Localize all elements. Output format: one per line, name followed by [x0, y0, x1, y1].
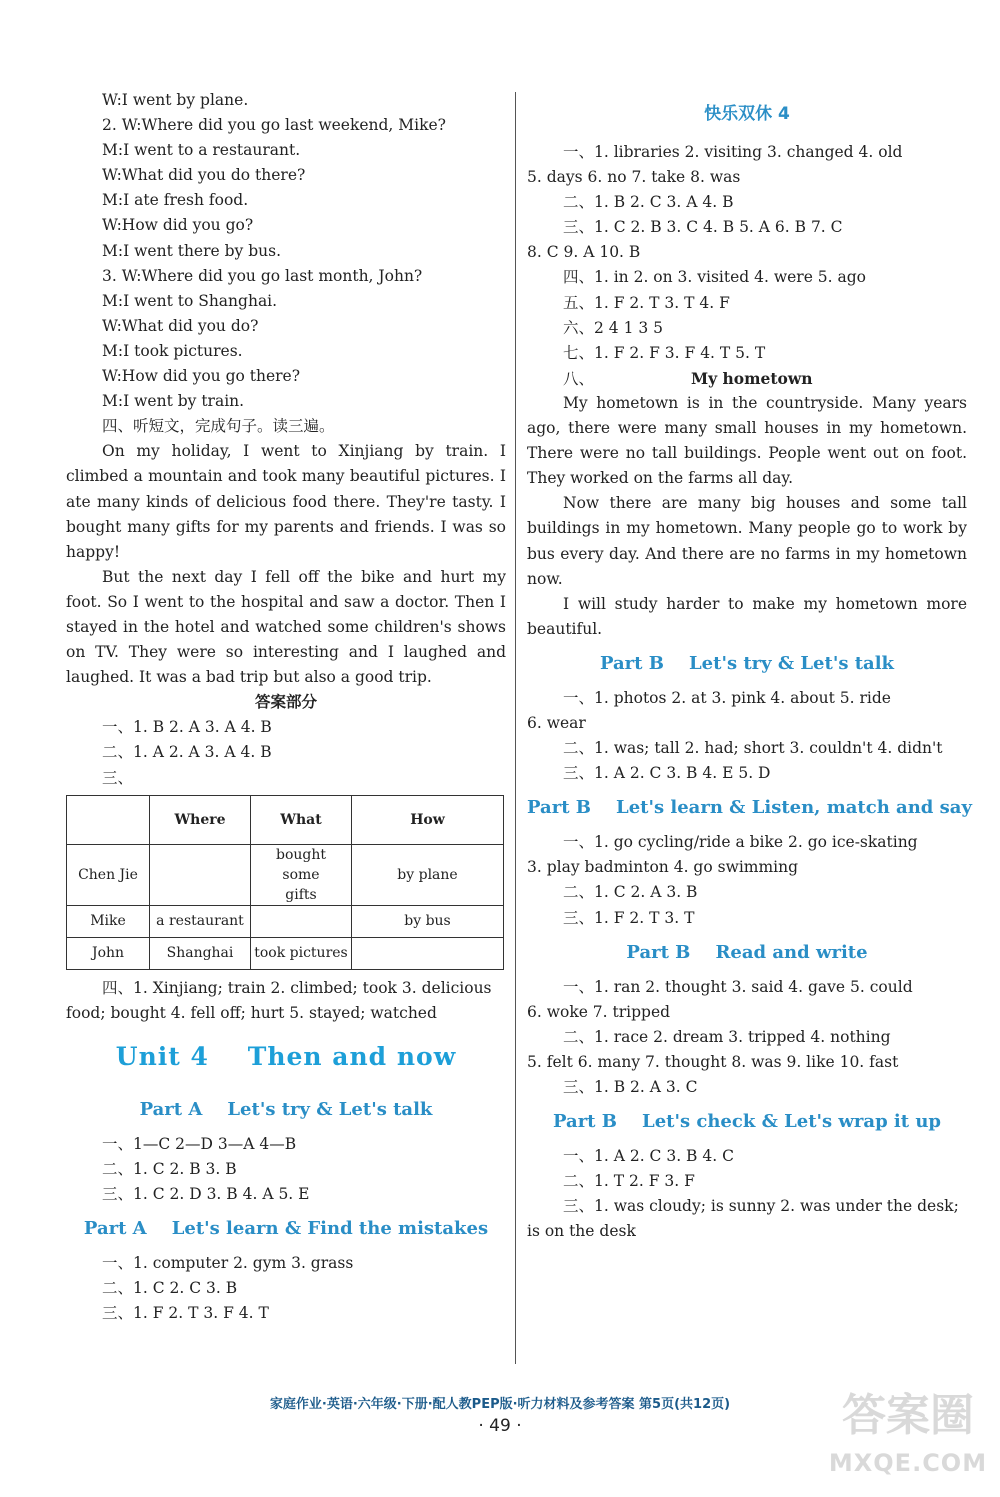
- answer-line: 三、1. C 2. B 3. C 4. B 5. A 6. B 7. C: [563, 218, 843, 237]
- table-header: How: [352, 795, 504, 844]
- script-line: W:How did you go?: [102, 216, 254, 235]
- section-title: Part B Let's check & Let's wrap it up: [552, 1111, 942, 1133]
- column-divider: [515, 92, 516, 1364]
- answer-line: 一、1—C 2—D 3—A 4—B: [102, 1134, 297, 1153]
- answer-line: 三、1. F 2. T 3. T: [563, 908, 695, 927]
- script-line: 2. W:Where did you go last weekend, Mike?: [102, 116, 446, 135]
- script-line: M:I took pictures.: [102, 341, 243, 360]
- table-header: What: [251, 795, 352, 844]
- answer-line: 二、1. A 2. A 3. A 4. B: [102, 743, 272, 762]
- answer-line: 二、1. C 2. B 3. B: [102, 1159, 237, 1178]
- answer-line: 四、1. in 2. on 3. visited 4. were 5. ago: [563, 268, 867, 287]
- script-line: M:I went there by bus.: [102, 241, 282, 260]
- table-row: [67, 905, 504, 937]
- essay-title: My hometown: [690, 368, 813, 388]
- essay-paragraph: My hometown is in the countryside. Many years ago, there were many small houses in my hometown. There were no tall buildings. People went out on foot. They worked on the farms all day.: [527, 393, 967, 488]
- table-cell: took pictures: [251, 937, 352, 969]
- table-header: [67, 795, 150, 844]
- script-line: W:What did you do?: [102, 316, 259, 335]
- answer-line: 三、1. A 2. C 3. B 4. E 5. D: [563, 764, 771, 783]
- page-footer: 家庭作业·英语·六年级·下册·配人教PEP版·听力材料及参考答案 第5页(共12页): [269, 1397, 731, 1412]
- table-row: [67, 937, 504, 969]
- answer-line: 6. woke 7. tripped: [527, 1002, 671, 1021]
- answer-line: 二、1. C 2. A 3. B: [563, 883, 698, 902]
- essay-paragraph: I will study harder to make my hometown more beautiful.: [527, 594, 967, 638]
- table-cell: Chen Jie: [67, 844, 150, 905]
- table-cell: [251, 905, 352, 937]
- section-title: Part A Let's learn & Find the mistakes: [83, 1218, 489, 1240]
- table-cell: by plane: [352, 844, 504, 905]
- answer-line: 三、1. C 2. D 3. B 4. A 5. E: [102, 1185, 310, 1203]
- answer-line: 二、1. B 2. C 3. A 4. B: [563, 193, 734, 212]
- answer-line: 一、1. B 2. A 3. A 4. B: [102, 718, 272, 737]
- section-title: 快乐双休 4: [704, 104, 790, 124]
- answers-heading: 答案部分: [254, 693, 317, 712]
- section-title: Part B Let's learn & Listen, match and say: [527, 797, 972, 819]
- answer-line: 二、1. T 2. F 3. F: [563, 1172, 695, 1191]
- section-title: Part B Read and write: [626, 941, 868, 963]
- answer-line: 七、1. F 2. F 3. F 4. T 5. T: [563, 343, 766, 362]
- answer-line: 5. felt 6. many 7. thought 8. was 9. like 10. fast: [527, 1052, 899, 1071]
- unit-title: Unit 4 Then and now: [115, 1041, 457, 1071]
- answer-line: food; bought 4. fell off; hurt 5. stayed; watched: [66, 1003, 437, 1022]
- script-line: M:I went to a restaurant.: [102, 141, 301, 160]
- answer-line: 二、1. was; tall 2. had; short 3. couldn't 4. didn't: [563, 739, 943, 758]
- answer-line: 一、1. go cycling/ride a bike 2. go ice-skating: [563, 833, 918, 852]
- answer-line: 三、1. F 2. T 3. F 4. T: [102, 1304, 269, 1323]
- table-cell: Shanghai: [150, 937, 251, 969]
- watermark-top-text: 答案圈: [842, 1390, 974, 1441]
- script-line: M:I ate fresh food.: [102, 191, 249, 210]
- watermark-logo: [828, 1386, 988, 1492]
- answer-line: 一、1. A 2. C 3. B 4. C: [563, 1147, 734, 1166]
- table-cell: Mike: [67, 905, 150, 937]
- watermark-bottom-text: MXQE.COM: [828, 1449, 988, 1477]
- essay-heading-row: [527, 366, 967, 391]
- table-cell: [150, 844, 251, 905]
- essay-label: 八、: [563, 369, 595, 388]
- script-line: M:I went to Shanghai.: [102, 291, 278, 310]
- answer-line: 一、1. libraries 2. visiting 3. changed 4. old: [563, 143, 903, 161]
- passage-paragraph: On my holiday, I went to Xinjiang by train. I climbed a mountain and took many beautiful pictures. I ate many kinds of delicious food there. They're tasty. I bought many gifts for my parents and friends. I was so happy!: [66, 442, 506, 561]
- section-instruction: 四、听短文，完成句子。读三遍。: [102, 417, 335, 436]
- answer-line: 三、1. was cloudy; is sunny 2. was under the desk;: [563, 1197, 959, 1216]
- answer-line: 三、: [102, 768, 134, 787]
- answer-line: 二、1. race 2. dream 3. tripped 4. nothing: [563, 1027, 891, 1046]
- answer-line: 四、1. Xinjiang; train 2. climbed; took 3. delicious: [102, 978, 492, 997]
- table-cell: bought some gifts: [251, 844, 352, 905]
- answer-line: 一、1. computer 2. gym 3. grass: [102, 1254, 354, 1273]
- passage-paragraph: But the next day I fell off the bike and hurt my foot. So I went to the hospital and saw a doctor. Then I stayed in the hotel and watched some children's shows on TV. They were so interesting and I laughed and laughed. It was a bad trip but also a good trip.: [66, 567, 506, 687]
- answer-line: 8. C 9. A 10. B: [527, 243, 641, 262]
- answer-line: 3. play badminton 4. go swimming: [527, 858, 799, 877]
- answer-line: 一、1. photos 2. at 3. pink 4. about 5. ride: [563, 688, 891, 707]
- answer-line: is on the desk: [527, 1222, 636, 1241]
- table-header-row: [67, 795, 504, 844]
- right-column: [527, 100, 972, 1244]
- answer-line: 五、1. F 2. T 3. T 4. F: [563, 293, 730, 312]
- answer-table: [66, 795, 504, 970]
- script-line: M:I went by train.: [102, 392, 245, 411]
- script-line: W:I went by plane.: [102, 91, 249, 109]
- answer-line: 5. days 6. no 7. take 8. was: [527, 168, 741, 187]
- left-column: [66, 88, 506, 1326]
- table-row: [67, 844, 504, 905]
- table-cell: a restaurant: [150, 905, 251, 937]
- table-cell: [352, 937, 504, 969]
- answer-line: 一、1. ran 2. thought 3. said 4. gave 5. could: [563, 977, 913, 996]
- script-line: W:What did you do there?: [102, 166, 306, 185]
- section-title: Part B Let's try & Let's talk: [599, 652, 895, 674]
- script-line: 3. W:Where did you go last month, John?: [102, 266, 423, 285]
- answer-line: 6. wear: [527, 713, 586, 732]
- table-header: Where: [150, 795, 251, 844]
- script-line: W:How did you go there?: [102, 367, 301, 386]
- essay-paragraph: Now there are many big houses and some tall buildings in my hometown. Many people go to work by bus every day. And there are no farms in my hometown now.: [527, 494, 967, 588]
- answer-line: 二、1. C 2. C 3. B: [102, 1279, 238, 1298]
- answer-line: 三、1. B 2. A 3. C: [563, 1078, 698, 1096]
- answer-line: 六、2 4 1 3 5: [563, 318, 664, 337]
- section-title: Part A Let's try & Let's talk: [139, 1098, 433, 1120]
- table-cell: John: [67, 937, 150, 969]
- table-cell: by bus: [352, 905, 504, 937]
- page-number: · 49 ·: [478, 1416, 522, 1436]
